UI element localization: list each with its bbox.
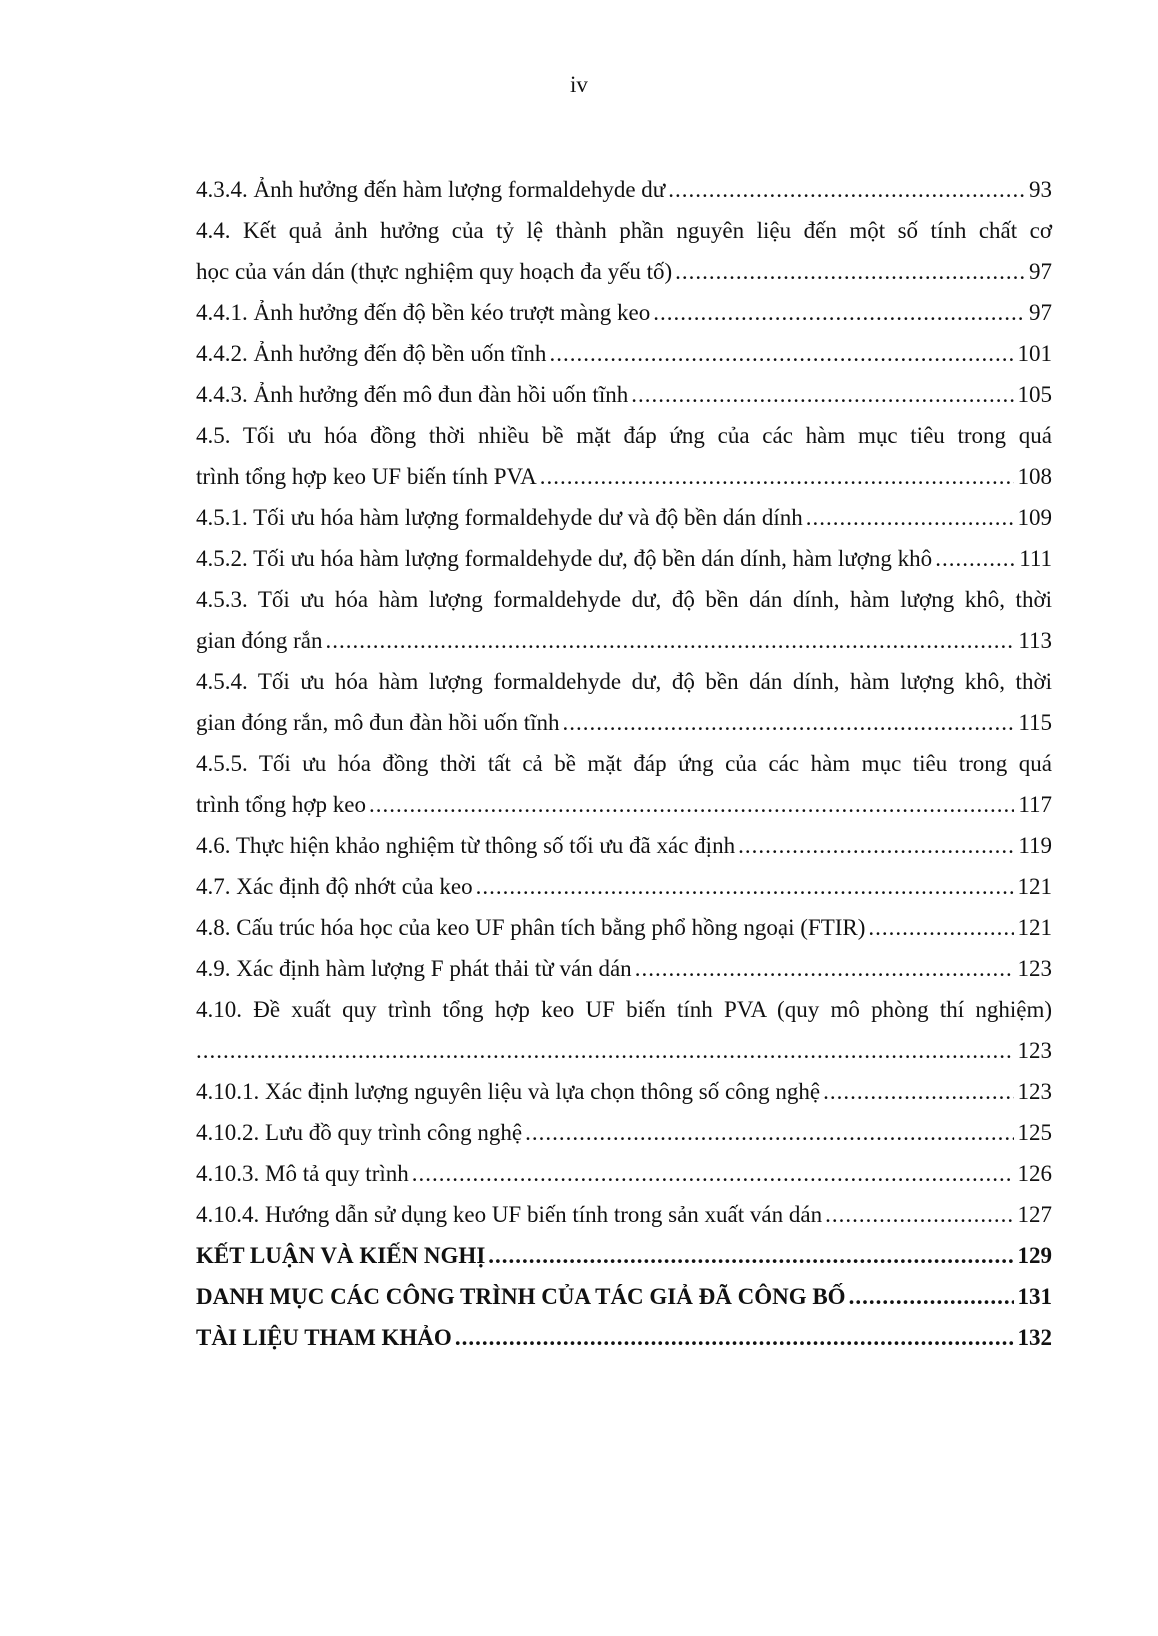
toc-entry-page: 108 <box>1017 464 1052 489</box>
dot-leader <box>806 497 1014 538</box>
toc-entry-title: 4.4.3. Ảnh hưởng đến mô đun đàn hồi uốn tĩnh <box>196 382 629 407</box>
toc-entry-4-5-4-line1[interactable]: 4.5.4. Tối ưu hóa hàm lượng formaldehyde dư, độ bền dán dính, hàm lượng khô, thời <box>196 669 1052 694</box>
toc-entry-4-4-2[interactable] <box>196 333 1052 374</box>
toc-entry-title: 4.10.1. Xác định lượng nguyên liệu và lựa chọn thông số công nghệ <box>196 1079 821 1104</box>
toc-entry-4-9[interactable] <box>196 948 1052 989</box>
dot-leader <box>635 948 1014 989</box>
toc-entry-title: gian đóng rắn, mô đun đàn hồi uốn tĩnh <box>196 710 560 735</box>
toc-entry-4-5-line1[interactable]: 4.5. Tối ưu hóa đồng thời nhiều bề mặt đáp ứng của các hàm mục tiêu trong quá <box>196 423 1052 448</box>
toc-entry-title: trình tổng hợp keo <box>196 792 366 817</box>
toc-entry-4-5-1[interactable] <box>196 497 1052 538</box>
toc-entry-page: 123 <box>1017 1079 1052 1104</box>
toc-entry-page: 126 <box>1017 1161 1052 1186</box>
toc-entry-title: 4.4.2. Ảnh hưởng đến độ bền uốn tĩnh <box>196 341 547 366</box>
dot-leader <box>196 1030 1014 1071</box>
toc-entry-page: 97 <box>1029 259 1052 284</box>
toc-entry-page: 129 <box>1017 1243 1052 1268</box>
toc-entry-title: 4.8. Cấu trúc hóa học của keo UF phân tích bằng phổ hồng ngoại (FTIR) <box>196 915 866 940</box>
toc-entry-4-6[interactable] <box>196 825 1052 866</box>
toc-entry-4-5[interactable] <box>196 456 1052 497</box>
dot-leader <box>369 784 1014 825</box>
dot-leader <box>325 620 1014 661</box>
toc-entry-4-4-3[interactable] <box>196 374 1052 415</box>
dot-leader <box>935 538 1015 579</box>
toc-entry-4-10-line1[interactable]: 4.10. Đề xuất quy trình tổng hợp keo UF biến tính PVA (quy mô phòng thí nghiệm) <box>196 997 1052 1022</box>
toc-entry-4-10-2[interactable] <box>196 1112 1052 1153</box>
dot-leader <box>668 169 1025 210</box>
toc-entry-page: 123 <box>1017 956 1052 981</box>
toc-entry-title: DANH MỤC CÁC CÔNG TRÌNH CỦA TÁC GIẢ ĐÃ CÔNG BỐ <box>196 1284 846 1309</box>
toc-entry-title: gian đóng rắn <box>196 628 323 653</box>
dot-leader <box>825 1194 1013 1235</box>
toc-entry-page: 127 <box>1017 1202 1052 1227</box>
table-of-contents <box>196 169 1052 1358</box>
dot-leader <box>525 1112 1013 1153</box>
dot-leader <box>631 374 1013 415</box>
toc-entry-4-4[interactable] <box>196 251 1052 292</box>
toc-entry-4-3-4[interactable] <box>196 169 1052 210</box>
dot-leader <box>563 702 1015 743</box>
toc-entry-4-4-line1[interactable]: 4.4. Kết quả ảnh hưởng của tỷ lệ thành phần nguyên liệu đến một số tính chất cơ <box>196 218 1052 243</box>
toc-entry-4-10[interactable] <box>196 1030 1052 1071</box>
toc-entry-page: 132 <box>1017 1325 1052 1350</box>
toc-entry-title: 4.4.1. Ảnh hưởng đến độ bền kéo trượt màng keo <box>196 300 651 325</box>
toc-entry-4-10-1[interactable] <box>196 1071 1052 1112</box>
toc-entry-title: TÀI LIỆU THAM KHẢO <box>196 1325 452 1350</box>
toc-entry-title: 4.10.3. Mô tả quy trình <box>196 1161 409 1186</box>
toc-entry-page: 125 <box>1017 1120 1052 1145</box>
toc-entry-4-5-4[interactable] <box>196 702 1052 743</box>
toc-entry-4-7[interactable] <box>196 866 1052 907</box>
toc-entry-title: trình tổng hợp keo UF biến tính PVA <box>196 464 537 489</box>
toc-entry-4-8[interactable] <box>196 907 1052 948</box>
toc-entry-4-5-2[interactable] <box>196 538 1052 579</box>
toc-entry-title: 4.5.2. Tối ưu hóa hàm lượng formaldehyde dư, độ bền dán dính, hàm lượng khô <box>196 546 933 571</box>
toc-entry-4-5-5-line1[interactable]: 4.5.5. Tối ưu hóa đồng thời tất cả bề mặt đáp ứng của các hàm mục tiêu trong quá <box>196 751 1052 776</box>
toc-entry-title: học của ván dán (thực nghiệm quy hoạch đa yếu tố) <box>196 259 673 284</box>
toc-entry-title: 4.10.2. Lưu đồ quy trình công nghệ <box>196 1120 523 1145</box>
toc-entry-title: 4.9. Xác định hàm lượng F phát thải từ ván dán <box>196 956 632 981</box>
toc-entry-page: 101 <box>1017 341 1052 366</box>
toc-entry-references[interactable] <box>196 1317 1052 1358</box>
toc-entry-4-4-1[interactable] <box>196 292 1052 333</box>
toc-entry-page: 115 <box>1018 710 1052 735</box>
toc-entry-title: 4.7. Xác định độ nhớt của keo <box>196 874 473 899</box>
toc-entry-title: 4.5.1. Tối ưu hóa hàm lượng formaldehyde dư và độ bền dán dính <box>196 505 803 530</box>
toc-entry-page: 131 <box>1017 1284 1052 1309</box>
toc-entry-4-5-3-line1[interactable]: 4.5.3. Tối ưu hóa hàm lượng formaldehyde dư, độ bền dán dính, hàm lượng khô, thời <box>196 587 1052 612</box>
dot-leader <box>476 866 1014 907</box>
dot-leader <box>540 456 1014 497</box>
dot-leader <box>868 907 1013 948</box>
toc-entry-title: 4.10.4. Hướng dẫn sử dụng keo UF biến tính trong sản xuất ván dán <box>196 1202 823 1227</box>
toc-entry-4-5-5[interactable] <box>196 784 1052 825</box>
dot-leader <box>488 1235 1013 1276</box>
toc-entry-conclusion[interactable] <box>196 1235 1052 1276</box>
dot-leader <box>849 1276 1014 1317</box>
dot-leader <box>675 251 1025 292</box>
toc-entry-title: 4.6. Thực hiện khảo nghiệm từ thông số tối ưu đã xác định <box>196 833 736 858</box>
toc-entry-title: 4.3.4. Ảnh hưởng đến hàm lượng formaldehyde dư <box>196 177 666 202</box>
toc-entry-page: 121 <box>1017 915 1052 940</box>
toc-entry-page: 123 <box>1017 1038 1052 1063</box>
dot-leader <box>738 825 1014 866</box>
page-number: iv <box>570 72 588 97</box>
dot-leader <box>455 1317 1014 1358</box>
toc-entry-page: 119 <box>1018 833 1052 858</box>
toc-entry-page: 93 <box>1029 177 1052 202</box>
toc-entry-4-10-3[interactable] <box>196 1153 1052 1194</box>
dot-leader <box>549 333 1013 374</box>
toc-entry-page: 117 <box>1018 792 1052 817</box>
toc-entry-page: 111 <box>1019 546 1052 571</box>
toc-entry-title: KẾT LUẬN VÀ KIẾN NGHỊ <box>196 1243 486 1268</box>
dot-leader <box>653 292 1025 333</box>
toc-entry-page: 109 <box>1017 505 1052 530</box>
toc-entry-page: 121 <box>1017 874 1052 899</box>
dot-leader <box>823 1071 1013 1112</box>
dot-leader <box>412 1153 1014 1194</box>
toc-entry-4-5-3[interactable] <box>196 620 1052 661</box>
toc-entry-page: 113 <box>1018 628 1052 653</box>
toc-entry-4-10-4[interactable] <box>196 1194 1052 1235</box>
toc-entry-page: 97 <box>1029 300 1052 325</box>
toc-entry-publications[interactable] <box>196 1276 1052 1317</box>
toc-entry-page: 105 <box>1017 382 1052 407</box>
